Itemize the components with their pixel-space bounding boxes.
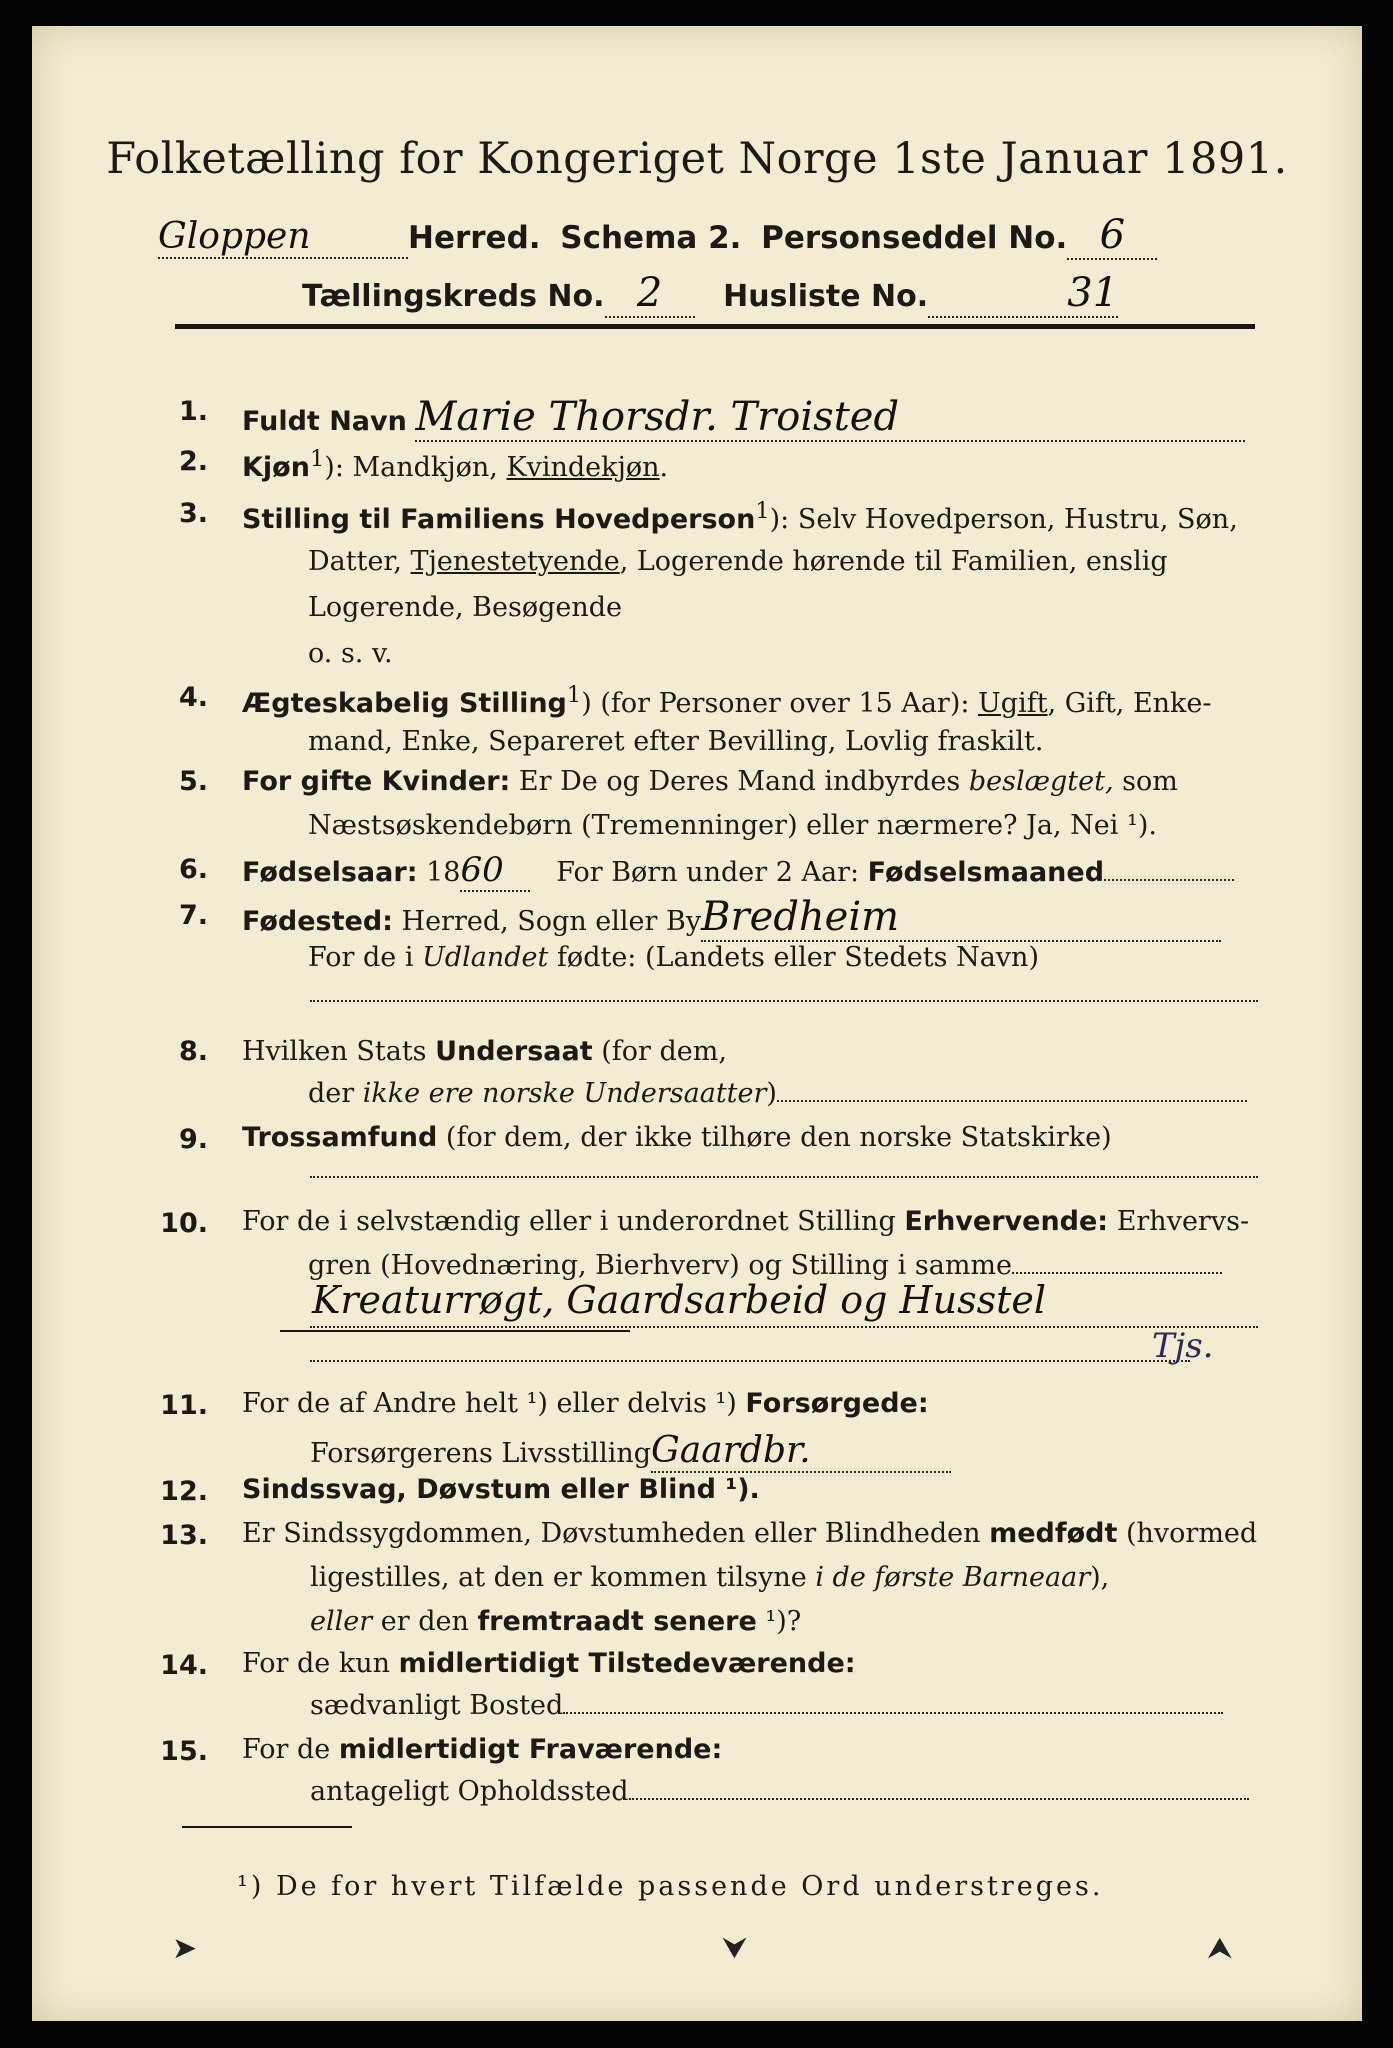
husliste-number: 31 — [928, 270, 1118, 318]
married-women-label: gifte Kvinder: — [300, 766, 511, 797]
family-position-options: Logerende, Besøgende — [308, 592, 622, 623]
foreign-birthplace-question: fødte: (Landets eller Stedets Navn) — [548, 942, 1039, 973]
header-rule — [175, 324, 1255, 329]
item-number: 15. — [160, 1736, 208, 1767]
temporary-absent-label: midlertidigt Fraværende: — [338, 1734, 723, 1765]
item-13-line-2 — [310, 1562, 1109, 1593]
marital-status-options: mand, Enke, Separeret efter Bevilling, Lovlig fraskilt. — [308, 726, 1044, 757]
kinship-question: Er De og Deres Mand indbyrdes — [510, 766, 969, 797]
item-number: 9. — [178, 1124, 208, 1155]
item-10-line-2 — [308, 1250, 1258, 1281]
corner-arrow-icon: ⮝ — [1207, 1931, 1233, 1966]
religion-label: Trossamfund — [242, 1122, 438, 1153]
family-position-selected: Tjenestetyende — [410, 546, 620, 577]
item-number: 14. — [160, 1650, 208, 1681]
item-7-line-2 — [308, 942, 1039, 973]
item-10-line-1 — [242, 1206, 1249, 1237]
birth-year-prefix: 18 — [426, 857, 461, 888]
citizenship-blank — [777, 1100, 1247, 1102]
herred-handwritten: Gloppen — [158, 216, 408, 259]
item-5-line-1 — [242, 766, 1178, 797]
footnote-rule — [182, 1826, 352, 1828]
herred-label: Herred. — [408, 220, 541, 256]
disability-question: er den — [372, 1606, 478, 1637]
kinship-question: som — [1113, 766, 1178, 797]
kinship-question: beslægtet, — [968, 766, 1114, 797]
usual-residence-label: sædvanligt Bosted — [310, 1690, 564, 1721]
family-position-options: Datter, — [308, 546, 411, 577]
item-12-line: Sindssvag, Døvstum eller Blind ¹). — [242, 1474, 760, 1505]
item-4-line-1 — [242, 682, 1212, 719]
punctuation: . — [659, 452, 669, 483]
header-herred-line — [158, 212, 1268, 260]
item-number: 7. — [178, 900, 208, 931]
marital-status-options: , Gift, Enke- — [1047, 688, 1212, 719]
occupation-annotation: Tjs. — [1152, 1326, 1214, 1366]
item-7-line-1 — [242, 894, 1221, 942]
probable-residence-blank — [629, 1798, 1249, 1800]
disability-question: Er Sindssygdommen, Døvstumheden eller Blindheden — [242, 1518, 990, 1549]
item-14-line-1 — [242, 1648, 856, 1679]
kreds-label: Tællingskreds No. — [302, 279, 605, 314]
temporary-present-label: midlertidigt Tilstedeværende: — [398, 1648, 856, 1679]
disability-question: ligestilles, at den er kommen tilsyne — [310, 1562, 816, 1593]
family-position-label: Stilling til Familiens Hovedperson — [242, 504, 756, 535]
sex-options: ): Mandkjøn, — [324, 452, 507, 483]
husliste-label: Husliste No. — [723, 279, 929, 314]
religion-blank — [310, 1176, 1258, 1178]
item-number: 4. — [178, 682, 208, 713]
birth-year-label: Fødselsaar: — [242, 857, 418, 888]
personseddel-number: 6 — [1067, 212, 1157, 260]
footnote-marker: 1 — [566, 682, 582, 708]
item-5-line-2 — [308, 810, 1157, 841]
occupation-question: For de i selvstændig eller i underordnet Stilling — [242, 1206, 905, 1237]
birth-year-value: 60 — [460, 850, 530, 892]
item-11-line-1 — [242, 1388, 929, 1419]
occupation-question: gren (Hovednæring, Bierhverv) og Stilling i samme — [308, 1250, 1013, 1281]
header-kreds-line — [302, 270, 1118, 318]
marital-status-label: Ægteskabelig Stilling — [242, 688, 567, 719]
foreign-birthplace-question: For de i — [308, 942, 423, 973]
dependent-question: For de af Andre helt ¹) eller delvis ¹) — [242, 1388, 746, 1419]
item-3-line-2 — [308, 546, 1168, 577]
item-number: 11. — [160, 1390, 208, 1421]
item-4-line-2 — [308, 726, 1043, 757]
citizenship-label: Undersaat — [435, 1036, 593, 1067]
birth-month-blank — [1104, 879, 1234, 881]
item-1-line — [242, 394, 1258, 442]
sex-label: Kjøn — [242, 452, 310, 483]
item-2-line — [242, 446, 668, 483]
arrow-down-icon: ⮟ — [722, 1931, 748, 1966]
religion-question: (for dem, der ikke tilhøre den norske Statskirke) — [437, 1122, 1112, 1153]
disability-question: i de første Barneaar — [815, 1562, 1091, 1593]
item-3-line-1 — [242, 498, 1238, 535]
citizenship-label: Hvilken Stats — [242, 1036, 436, 1067]
provider-occupation-label: Forsørgerens Livsstilling — [310, 1438, 652, 1469]
item-14-line-2 — [310, 1690, 1260, 1721]
item-15-line-1 — [242, 1734, 722, 1765]
item-number: 2. — [178, 446, 208, 477]
item-number: 12. — [160, 1476, 208, 1507]
item-8-line-1 — [242, 1036, 727, 1067]
item-9-line — [242, 1122, 1112, 1153]
dependent-label: Forsørgede: — [745, 1388, 929, 1419]
disability-question: fremtraadt senere — [477, 1606, 757, 1637]
occupation-question: Erhvervs- — [1108, 1206, 1250, 1237]
married-women-label: For — [242, 766, 301, 797]
disability-question: ¹)? — [756, 1606, 802, 1637]
item-3-line-4 — [308, 638, 393, 669]
occupation-value: Kreaturrøgt, Gaardsarbeid og Husstel — [312, 1278, 1047, 1322]
disability-question: (hvormed — [1117, 1518, 1258, 1549]
citizenship-question: (for dem, — [592, 1036, 727, 1067]
item-13-line-3 — [310, 1606, 801, 1637]
item-13-line-1 — [242, 1518, 1257, 1549]
kinship-question: Næstsøskendebørn (Tremenninger) eller nærmere? Ja, Nei ¹). — [308, 810, 1157, 841]
schema-label: Schema 2. — [560, 220, 742, 256]
item-number: 10. — [160, 1208, 208, 1239]
birth-month-question: For Børn under 2 Aar: — [556, 857, 868, 888]
marital-status-options: ) (for Personer over 15 Aar): — [581, 688, 979, 719]
full-name-value: Marie Thorsdr. Troisted — [415, 394, 1245, 442]
item-8-line-2 — [308, 1078, 1258, 1109]
footnote-marker: 1 — [755, 498, 770, 524]
item-number: 6. — [178, 854, 208, 885]
census-form-sheet — [32, 26, 1362, 2021]
disability-question: eller — [310, 1606, 373, 1637]
occupation-line — [310, 1326, 1258, 1328]
occupation-label: Erhvervende: — [904, 1206, 1109, 1237]
occupation-line-2 — [310, 1360, 1190, 1362]
disability-question: ), — [1090, 1562, 1110, 1593]
item-number: 5. — [178, 766, 208, 797]
full-name-label: Fuldt Navn — [242, 406, 407, 437]
citizenship-question: ikke ere norske Undersaatter — [362, 1078, 767, 1109]
family-position-options: , Logerende hørende til Familien, enslig — [619, 546, 1168, 577]
sex-selected: Kvindekjøn — [506, 452, 660, 483]
citizenship-question: ) — [766, 1078, 777, 1109]
occupation-underline — [280, 1330, 630, 1332]
birthplace-question: Herred, Sogn eller By — [392, 906, 702, 937]
item-15-line-2 — [310, 1776, 1260, 1807]
item-number: 1. — [178, 396, 208, 427]
item-number: 13. — [160, 1520, 208, 1551]
kreds-number: 2 — [605, 270, 695, 318]
foreign-birthplace-question: Udlandet — [422, 942, 549, 973]
item-3-line-3 — [308, 592, 622, 623]
item-number: 8. — [178, 1036, 208, 1067]
birthplace-value: Bredheim — [701, 894, 1221, 942]
footnote: ¹) De for hvert Tilfælde passende Ord understreges. — [237, 1871, 1104, 1902]
personseddel-label: Personseddel No. — [761, 220, 1068, 256]
family-position-options: o. s. v. — [308, 638, 393, 669]
footnote-marker: 1 — [309, 446, 325, 472]
birth-month-label: Fødselsmaaned — [867, 857, 1105, 888]
foreign-birthplace-blank — [310, 1000, 1258, 1002]
form-title: Folketælling for Kongeriget Norge 1ste Januar 1891. — [106, 134, 1288, 184]
probable-residence-label: antageligt Opholdssted — [310, 1776, 629, 1807]
occupation-blank — [1012, 1272, 1222, 1274]
marital-status-selected: Ugift — [978, 688, 1048, 719]
birthplace-label: Fødested: — [242, 906, 393, 937]
usual-residence-blank — [563, 1712, 1223, 1714]
item-number: 3. — [178, 498, 208, 529]
item-11-line-2 — [310, 1430, 1260, 1473]
family-position-options: ): Selv Hovedperson, Hustru, Søn, — [769, 504, 1238, 535]
item-6-line — [242, 850, 1234, 892]
disability-question: medfødt — [989, 1518, 1118, 1549]
citizenship-question: der — [308, 1078, 363, 1109]
temporary-present-question: For de kun — [242, 1648, 399, 1679]
temporary-absent-question: For de — [242, 1734, 339, 1765]
corner-arrow-icon: ➤ — [172, 1931, 198, 1966]
provider-occupation-value: Gaardbr. — [651, 1430, 951, 1473]
